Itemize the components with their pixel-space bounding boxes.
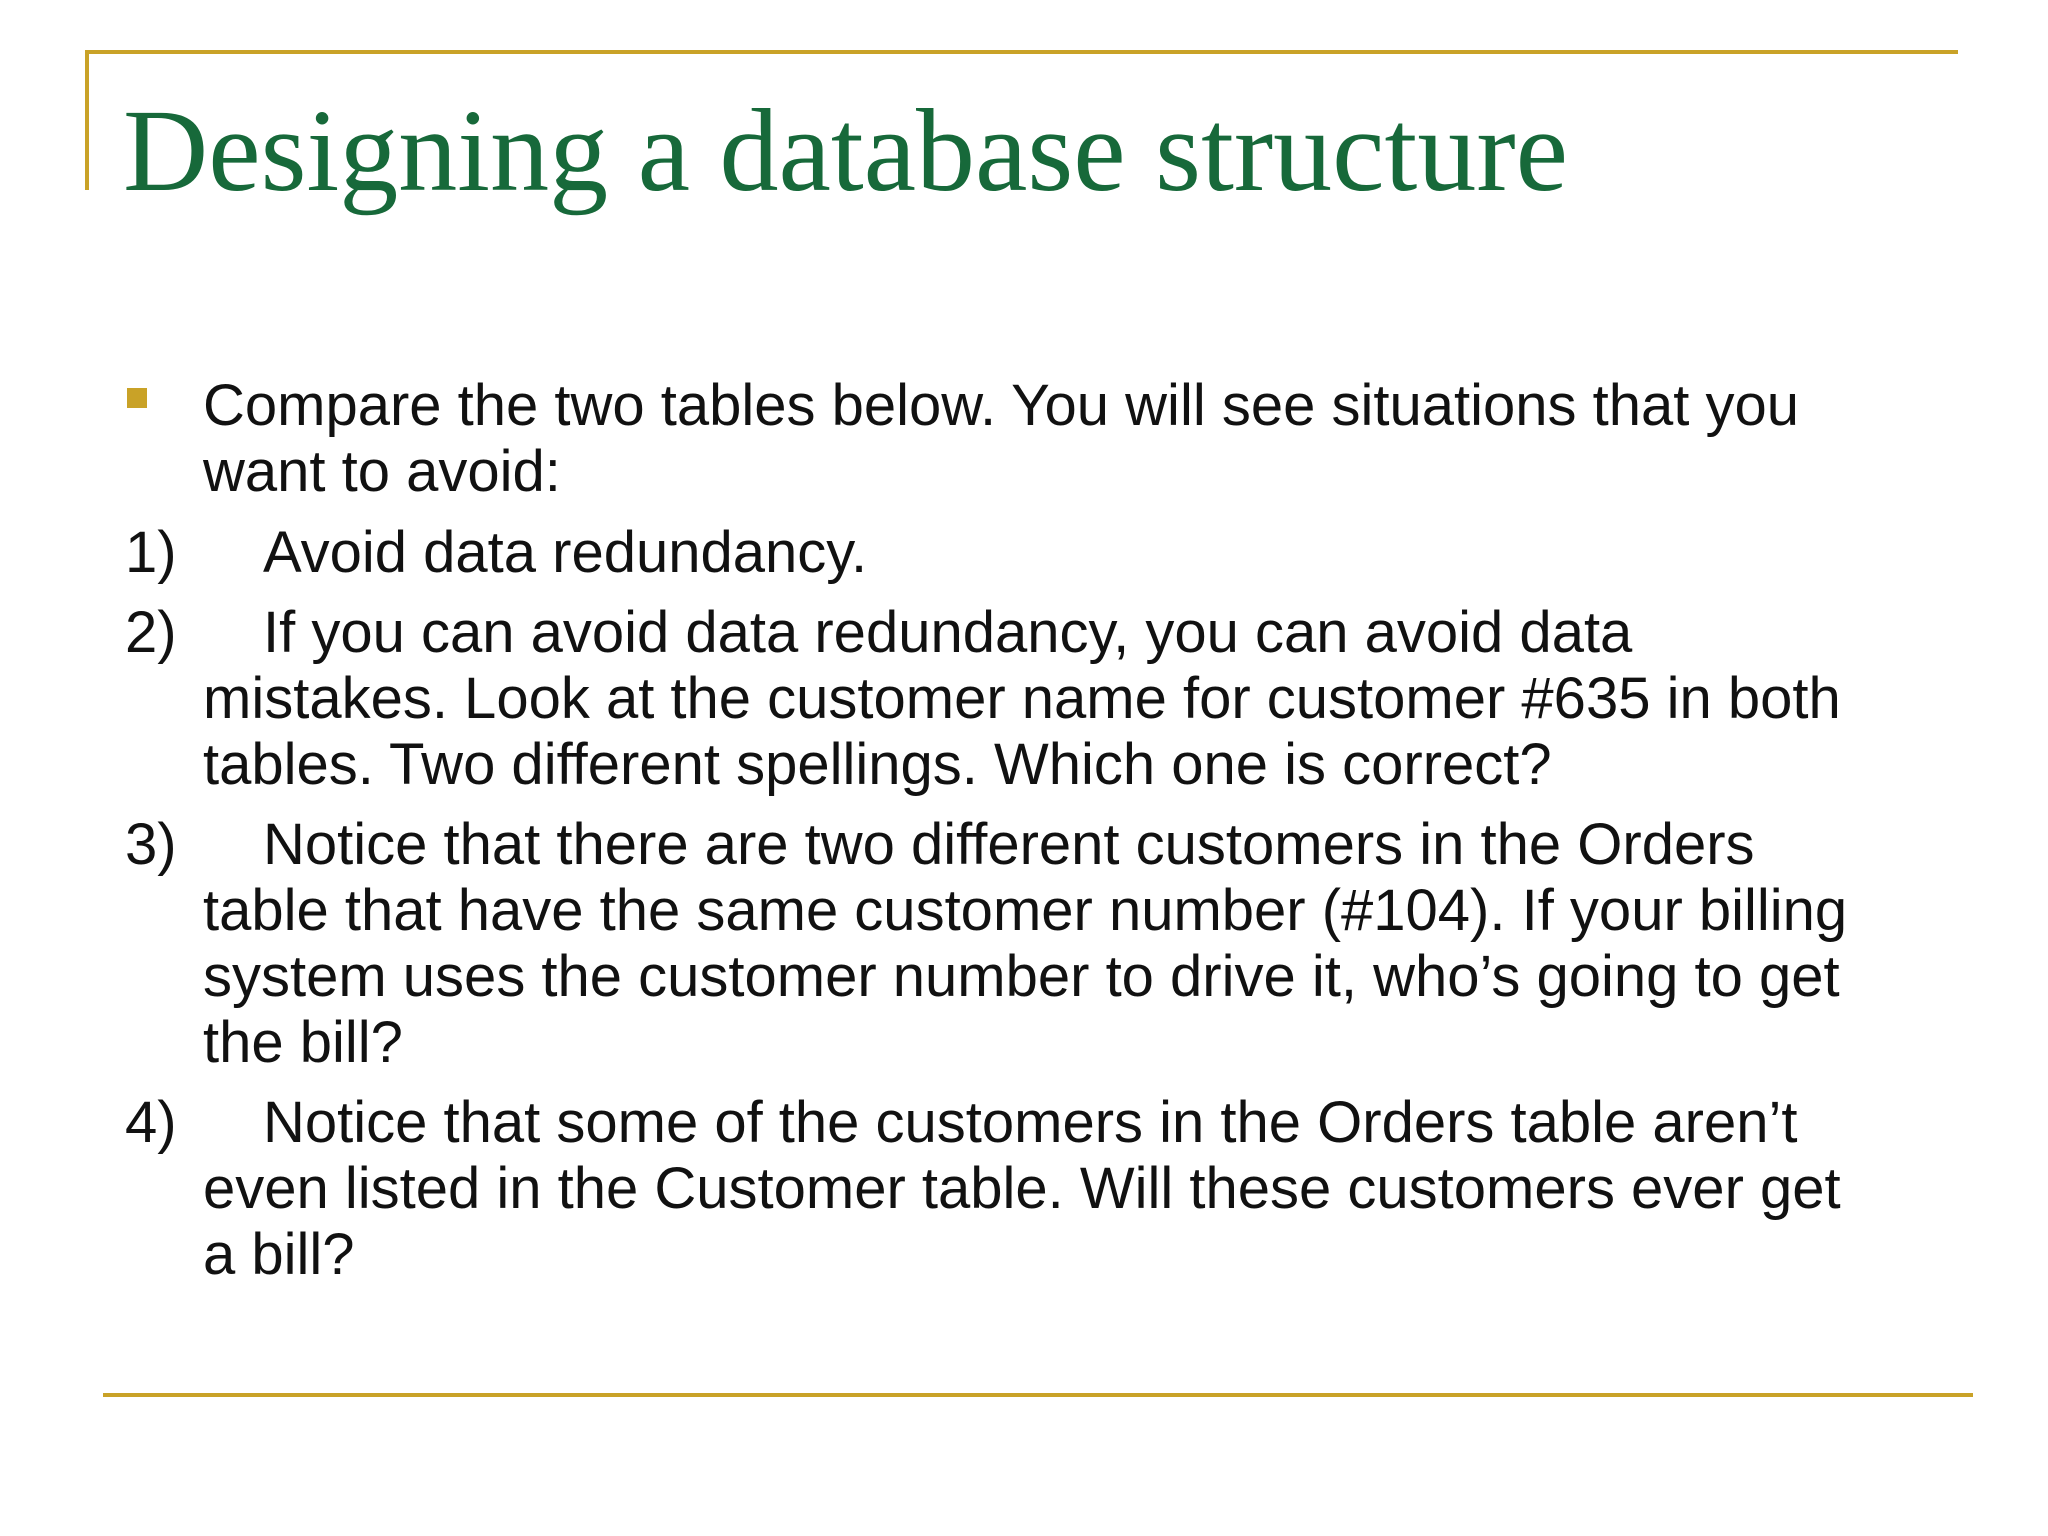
item-line: mistakes. Look at the customer name for customer #635 in both [203,666,1841,731]
intro-line: want to avoid: [203,439,561,504]
item-line: Notice that there are two different customers in the Orders [263,812,1755,877]
item-line: Avoid data redundancy. [263,520,868,585]
item-line: system uses the customer number to drive it, who’s going to get [203,944,1840,1009]
item-number: 2) [125,600,177,665]
slide-title: Designing a database structure [123,85,1568,216]
item-line: table that have the same customer number (#104). If your billing [203,878,1848,943]
item-number: 1) [125,520,177,585]
item-number: 3) [125,812,177,877]
frame-top-rule [85,50,1958,54]
item-line: the bill? [203,1010,403,1075]
frame-left-rule [85,50,89,190]
item-line: Notice that some of the customers in the Orders table aren’t [263,1090,1798,1155]
frame-bottom-rule [103,1393,1973,1397]
intro-line: Compare the two tables below. You will see situations that you [203,373,1799,438]
item-line: even listed in the Customer table. Will these customers ever get [203,1156,1841,1221]
item-number: 4) [125,1090,177,1155]
item-line: If you can avoid data redundancy, you can avoid data [263,600,1633,665]
item-line: a bill? [203,1222,355,1287]
item-line: tables. Two different spellings. Which one is correct? [203,732,1552,797]
square-bullet-icon [127,388,147,408]
